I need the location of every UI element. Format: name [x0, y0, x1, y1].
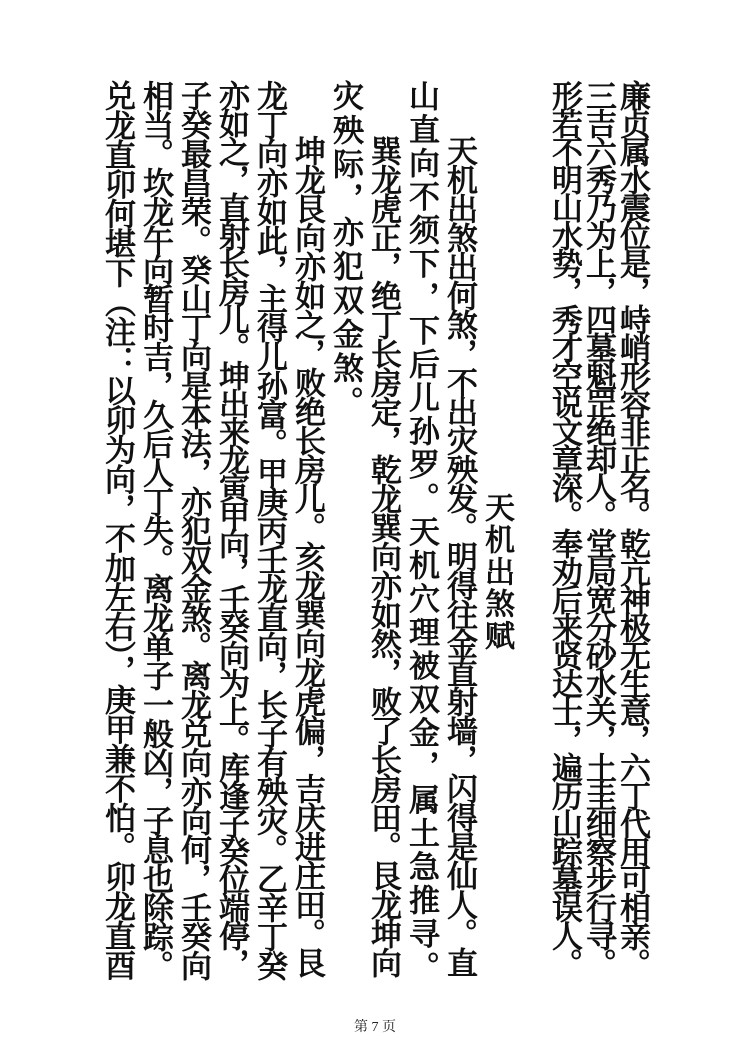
section-title: 天机出煞赋	[479, 492, 514, 652]
text-column-11: 亦如之，直射长房儿。坤出来龙寅甲向，壬癸向为上。库逢子癸位端停，	[213, 80, 249, 976]
text-column-6: 山直向不须下，下后儿孙罗。天机穴理被双金，属土急推寻。	[403, 80, 439, 985]
text-column-3: 形若不明山水势，秀才空说文章深。奉劝后来贤达士，遍历山踪墓误人。	[546, 80, 582, 976]
text-column-8: 灾殃际，亦犯双金煞。	[327, 80, 363, 420]
text-column-14: 兑龙直卯何堪下（注：以卯为向，不加左右），庚甲兼不怕。卯龙直酉	[99, 80, 135, 979]
text-column-1: 廉贞属水震位是，峙峭形容非正名。乾亢神极无生意，六丁代用可相亲。	[614, 80, 650, 976]
text-column-12: 子癸最昌荣。癸山丁向是本法，亦犯双金煞。离龙兑向亦向何，壬癸向	[175, 80, 211, 979]
text-column-9: 坤龙艮向亦如之，败绝长房儿。亥龙巽向龙虎偏，吉庆进庄田。艮	[289, 135, 325, 976]
text-column-13: 相当。坎龙午向暂时吉，久后人丁失。离龙单子一般凶，子息也除踪。	[137, 80, 173, 979]
text-column-10: 龙丁向亦如此，主得儿孙富。甲庚丙壬龙直向，长子有殃灾。乙辛丁癸	[251, 80, 287, 979]
text-column-2: 三吉六秀乃为上，四墓魁罡绝却人。堂局宽分砂水关，土圭细察步行寻。	[580, 80, 616, 976]
page-number: 第 7 页	[354, 1020, 396, 1035]
text-column-5: 天机出煞出何煞，不出灾殃发。明得往金直射墙，闪得是仙人。直	[441, 135, 477, 976]
text-column-7: 巽龙虎正，绝丁长房定，乾龙巽向亦如然，败了长房田。艮龙坤向	[365, 135, 401, 976]
